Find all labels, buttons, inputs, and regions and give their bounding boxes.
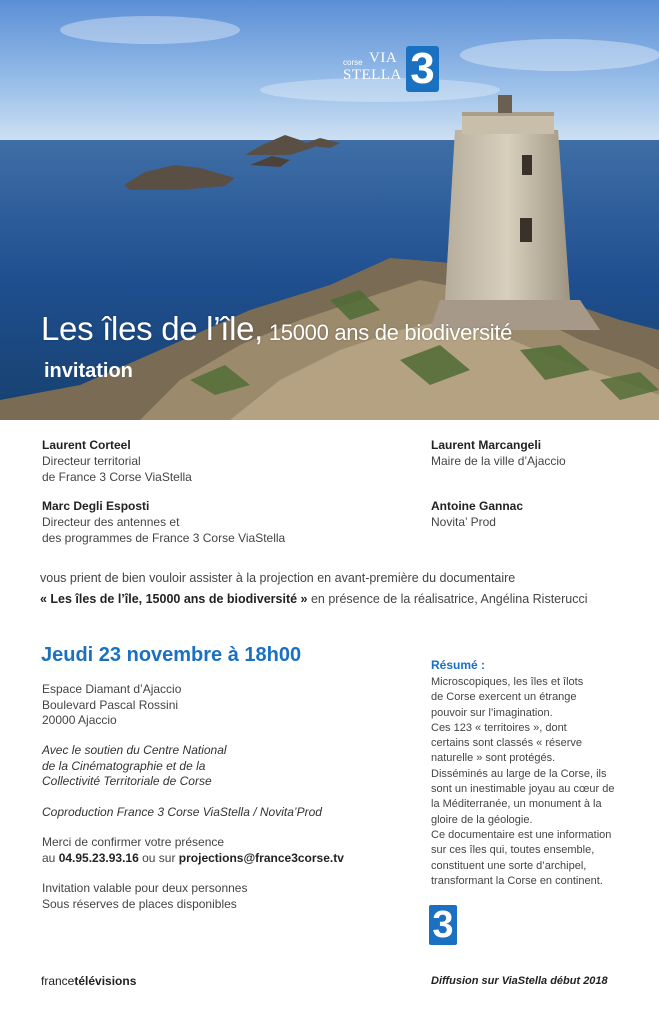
- invitation-label: invitation: [44, 360, 133, 382]
- support-line: Collectivité Territoriale de Corse: [42, 774, 212, 788]
- validity-line: Invitation valable pour deux personnes: [42, 881, 248, 895]
- resume-line: Ce documentaire est une information: [431, 828, 612, 841]
- coproduction-line: Coproduction France 3 Corse ViaStella / Novita’Prod: [42, 805, 322, 819]
- invite-film-title: « Les îles de l’île, 15000 ans de biodiversité »: [40, 592, 308, 606]
- host-name: Laurent Corteel: [42, 438, 131, 452]
- resume-line: pouvoir sur l’imagination.: [431, 706, 553, 719]
- resume-line: de Corse exercent un étrange: [431, 691, 577, 704]
- resume-line: naturelle » sont protégés.: [431, 752, 556, 765]
- rsvp-line: Merci de confirmer votre présence: [42, 835, 225, 849]
- france3-logo-icon: 3: [406, 46, 439, 92]
- resume-line: transformant la Corse en continent.: [431, 874, 603, 887]
- logo-via-text: VIA: [369, 50, 398, 66]
- address-line: Boulevard Pascal Rossini: [42, 697, 179, 712]
- resume-heading: Résumé :: [431, 658, 486, 672]
- title-sub: 15000 ans de biodiversité: [263, 320, 513, 345]
- support-line: Avec le soutien du Centre National: [42, 743, 227, 757]
- host-title-line: Novita’ Prod: [431, 515, 496, 529]
- rsvp-phone[interactable]: 04.95.23.93.16: [58, 850, 139, 865]
- coproduction-notice: [42, 805, 322, 821]
- resume-line: sur ces îles qui, toutes ensemble,: [431, 844, 595, 857]
- validity-line: Sous réserves de places disponibles: [42, 896, 237, 911]
- title-main: Les îles de l’île,: [41, 310, 264, 347]
- francetelevisions-logo: [41, 974, 136, 988]
- host-name: Laurent Marcangeli: [431, 438, 542, 452]
- host-title-line: Directeur des antennes et: [42, 515, 180, 529]
- event-address: [42, 682, 181, 729]
- resume-line: sont un inestimable joyau au cœur de: [431, 783, 615, 796]
- viastella-logo: [341, 46, 441, 94]
- logo-corse-text: corse: [343, 58, 363, 67]
- address-line: Espace Diamant d’Ajaccio: [42, 682, 182, 696]
- host-laurent-marcangeli: [431, 437, 566, 469]
- support-notice: [42, 743, 227, 790]
- address-line: 20000 Ajaccio: [42, 713, 117, 727]
- host-name: Antoine Gannac: [431, 499, 524, 513]
- rsvp-contact-line: [42, 851, 344, 867]
- hero-photo: [0, 0, 659, 420]
- ftv-light: france: [41, 974, 75, 988]
- france3-small-logo-icon: 3: [429, 905, 457, 945]
- host-name: Marc Degli Esposti: [42, 499, 150, 513]
- support-line: de la Cinématographie et de la: [42, 758, 206, 773]
- host-title-line: des programmes de France 3 Corse ViaStella: [42, 531, 286, 545]
- host-title-line: Maire de la ville d’Ajaccio: [431, 454, 566, 468]
- invite-line-2: [40, 592, 588, 606]
- resume-text: [431, 675, 614, 889]
- resume-line: Disséminés au large de la Corse, ils: [431, 767, 607, 780]
- rsvp-block: [42, 835, 344, 866]
- broadcast-notice: Diffusion sur ViaStella début 2018: [431, 975, 608, 987]
- host-antoine-gannac: [431, 498, 523, 530]
- ftv-bold: télévisions: [74, 974, 137, 988]
- documentary-title: [41, 310, 512, 348]
- resume-line: certains sont classés « réserve: [431, 737, 583, 750]
- invite-director: en présence de la réalisatrice, Angélina Risterucci: [307, 592, 588, 606]
- validity-notice: [42, 881, 247, 912]
- resume-line: Ces 123 « territoires », dont: [431, 721, 567, 734]
- resume-line: la Méditerranée, un monument à la: [431, 798, 602, 811]
- rsvp-mid: ou sur: [138, 850, 179, 865]
- resume-line: gloire de la géologie.: [431, 813, 533, 826]
- hero-banner: [0, 0, 659, 420]
- rsvp-prefix: au: [42, 850, 59, 865]
- host-marc-degli-esposti: [42, 498, 285, 546]
- host-laurent-corteel: [42, 437, 192, 485]
- invite-line-1: vous prient de bien vouloir assister à la projection en avant-première du documentaire: [40, 571, 516, 585]
- rsvp-email-link[interactable]: projections@france3corse.tv: [178, 850, 344, 865]
- host-title-line: Directeur territorial: [42, 454, 141, 468]
- resume-line: constituent une sorte d’archipel,: [431, 859, 587, 872]
- resume-line: Microscopiques, les îles et îlots: [431, 676, 584, 688]
- logo-stella-text: STELLA: [343, 67, 402, 83]
- event-date: Jeudi 23 novembre à 18h00: [41, 644, 302, 666]
- host-title-line: de France 3 Corse ViaStella: [42, 470, 192, 484]
